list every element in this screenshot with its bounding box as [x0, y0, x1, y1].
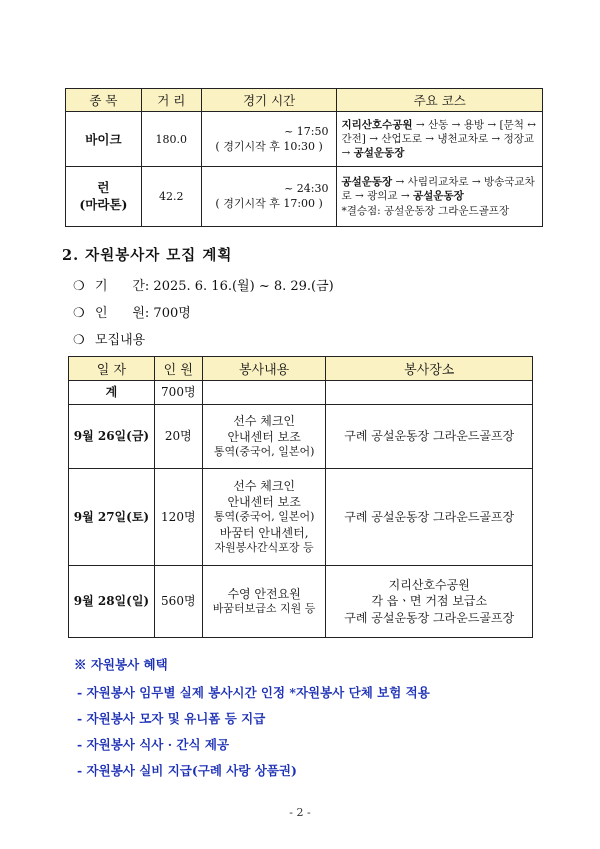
content-cell: [202, 405, 326, 469]
course-cell: [337, 112, 543, 167]
bullet-headcount: [73, 302, 191, 321]
bullet-period: [73, 275, 334, 294]
table-header-row: [69, 357, 533, 381]
course-end: 공설운동장: [413, 190, 464, 203]
bullet-text: 모집내용: [95, 333, 146, 348]
table-row: [69, 469, 533, 566]
content-line: 자원봉사간식포장 등: [214, 541, 314, 555]
place-cell: [326, 566, 533, 638]
place-line: 구례 공설운동장 그라운드골프장: [344, 429, 515, 444]
section-title: 2. 자원봉사자 모집 계획: [62, 247, 233, 264]
table-row: [66, 112, 543, 167]
circle-bullet-icon: ❍: [73, 306, 85, 321]
table-row: [69, 405, 533, 469]
course-route: → 산동 → 용방 → [문척 ↔ 간전] → 산업도로 → 냉천교차로 → 정장교 →: [341, 118, 537, 160]
time-start: ( 경기시작 후 17:00 ): [215, 197, 323, 210]
header-event: 종 목: [66, 89, 142, 112]
benefits-title: ※ 자원봉사 혜택: [74, 657, 168, 672]
header-distance: 거 리: [141, 89, 201, 112]
count-cell: 560명: [154, 566, 202, 638]
header-content: 봉사내용: [202, 357, 326, 381]
table-row: [69, 566, 533, 638]
benefit-item: - 자원봉사 실비 지급(구례 사랑 상품권): [77, 763, 297, 778]
course-start: 공설운동장: [341, 176, 393, 189]
header-date: 일 자: [69, 357, 155, 381]
table-row: [66, 167, 543, 227]
place-line: 지리산호수공원: [388, 578, 470, 593]
content-line: 수영 안전요원: [227, 586, 301, 601]
circle-bullet-icon: ❍: [73, 279, 85, 294]
content-line: 안내센터 보조: [227, 430, 301, 445]
bullet-content: [73, 329, 145, 348]
count-cell: 20명: [154, 405, 202, 469]
header-place: 봉사장소: [326, 357, 533, 381]
date-cell: 9월 27일(토): [69, 469, 155, 566]
race-course-table: [65, 88, 543, 227]
total-row: [69, 381, 533, 405]
content-line: 바꿈터 안내센터,: [219, 526, 309, 541]
place-line: 구례 공설운동장 그라운드골프장: [344, 610, 515, 625]
course-end: 공설운동장: [353, 147, 405, 160]
event-name: 런: [97, 180, 110, 196]
time-cell: [201, 112, 337, 167]
content-line: 바꿈터보급소 지원 등: [212, 602, 316, 616]
place-line: 구례 공설운동장 그라운드골프장: [344, 509, 515, 524]
place-cell: [326, 405, 533, 469]
time-limit: ~ 17:50: [284, 124, 329, 138]
header-count: 인 원: [154, 357, 202, 381]
volunteer-table: [68, 356, 533, 638]
place-line: 각 읍ㆍ면 거점 보급소: [371, 594, 488, 609]
time-cell: [201, 167, 337, 227]
event-sub: (마라톤): [79, 196, 128, 212]
content-line: 선수 체크인: [233, 413, 296, 428]
page-number: - 2 -: [289, 806, 311, 819]
date-cell: 9월 28일(일): [69, 566, 155, 638]
event-cell: [66, 167, 142, 227]
distance-cell: 42.2: [141, 167, 201, 227]
content-cell: [202, 469, 326, 566]
circle-bullet-icon: ❍: [73, 333, 85, 348]
content-line: 안내센터 보조: [227, 495, 301, 510]
course-cell: [337, 167, 543, 227]
time-limit: ~ 24:30: [284, 182, 329, 195]
benefit-item: - 자원봉사 모자 및 유니폼 등 지급: [77, 711, 266, 726]
content-line: 선수 체크인: [233, 478, 296, 493]
bullet-text: 기 간: 2025. 6. 16.(월) ~ 8. 29.(금): [95, 279, 334, 294]
date-cell: 9월 26일(금): [69, 405, 155, 469]
course-note: *결승점: 공설운동장 그라운드골프장: [341, 204, 510, 217]
header-course: 주요 코스: [337, 89, 543, 112]
count-cell: 120명: [154, 469, 202, 566]
content-line: 통역(중국어, 일본어): [213, 510, 315, 524]
benefit-item: - 자원봉사 식사 · 간식 제공: [77, 737, 230, 752]
course-route: → 사림리교차로 → 방송국교차로 → 광의교 →: [341, 176, 535, 203]
bullet-text: 인 원: 700명: [95, 306, 191, 321]
header-time: 경기 시간: [201, 89, 337, 112]
total-count: 700명: [154, 381, 202, 405]
course-start: 지리산호수공원: [341, 118, 413, 131]
total-label: 계: [69, 381, 155, 405]
event-cell: 바이크: [66, 112, 142, 167]
place-cell: [326, 469, 533, 566]
benefit-item: - 자원봉사 임무별 실제 봉사시간 인정 *자원봉사 단체 보험 적용: [77, 685, 430, 700]
time-start: ( 경기시작 후 10:30 ): [215, 139, 323, 153]
distance-cell: 180.0: [141, 112, 201, 167]
table-header-row: [66, 89, 543, 112]
content-cell: [202, 566, 326, 638]
content-line: 통역(중국어, 일본어): [213, 445, 315, 459]
